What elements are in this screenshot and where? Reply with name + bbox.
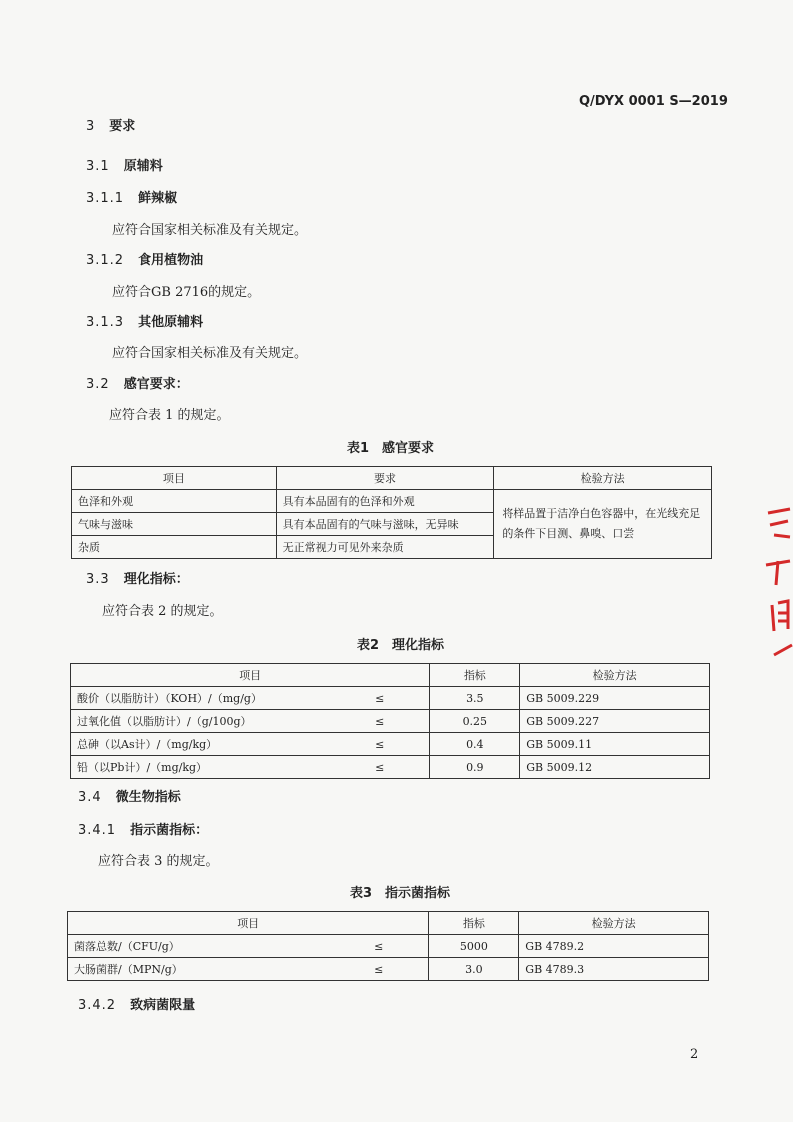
table-cell-value: 0.25 xyxy=(430,710,520,733)
section-title: 理化指标： xyxy=(123,572,189,587)
table1-caption: 表1 感官要求 xyxy=(347,441,435,456)
table-cell: 过氧化值（以脂肪计）/（g/100g） xyxy=(71,710,331,733)
section-3-2-heading xyxy=(86,373,189,392)
table-cell: 总砷（以As计）/（mg/kg） xyxy=(71,733,331,756)
table-header-row xyxy=(71,664,710,687)
section-number: 3.1.1 xyxy=(86,191,125,206)
section-title: 鲜辣椒 xyxy=(138,191,178,206)
section-3-1-2-body: 应符合GB 2716的规定。 xyxy=(112,285,261,300)
table-row xyxy=(68,958,709,981)
table-cell-method: GB 5009.11 xyxy=(520,733,710,756)
table-cell: 色泽和外观 xyxy=(72,490,277,513)
table1 xyxy=(71,466,712,559)
table-row xyxy=(71,756,710,779)
section-3-1-3-heading xyxy=(86,311,203,330)
table-header-cell: 指标 xyxy=(430,664,520,687)
section-3-3-heading xyxy=(86,568,189,587)
section-3-3-body: 应符合表 2 的规定。 xyxy=(102,604,223,619)
table-header-cell: 要求 xyxy=(276,467,494,490)
table-header-cell: 检验方法 xyxy=(520,664,710,687)
table-cell-operator: ≤ xyxy=(330,687,430,710)
section-3-4-2-heading xyxy=(78,994,195,1013)
page-number: 2 xyxy=(690,1047,699,1062)
section-number: 3.4.2 xyxy=(78,998,117,1013)
table-cell-value: 5000 xyxy=(429,935,519,958)
section-3-4-1-heading xyxy=(78,819,208,838)
section-3-2-body: 应符合表 1 的规定。 xyxy=(109,408,230,423)
table2-caption: 表2 理化指标 xyxy=(357,638,445,653)
table-cell-value: 3.0 xyxy=(429,958,519,981)
table-cell-operator: ≤ xyxy=(329,935,429,958)
section-3-1-2-heading xyxy=(86,249,203,268)
table-cell-method: GB 4789.3 xyxy=(519,958,709,981)
section-title: 感官要求： xyxy=(123,377,189,392)
section-number: 3 xyxy=(86,119,96,134)
section-3-heading xyxy=(86,115,135,134)
table-cell: 杂质 xyxy=(72,536,277,559)
table-cell-operator: ≤ xyxy=(330,756,430,779)
table-cell-operator: ≤ xyxy=(329,958,429,981)
section-number: 3.4 xyxy=(78,790,102,805)
section-number: 3.4.1 xyxy=(78,823,117,838)
section-number: 3.3 xyxy=(86,572,110,587)
table-row xyxy=(71,733,710,756)
table-cell: 酸价（以脂肪计）（KOH）/（mg/g） xyxy=(71,687,331,710)
table-cell-operator: ≤ xyxy=(330,733,430,756)
table-header-row xyxy=(68,912,709,935)
section-number: 3.2 xyxy=(86,377,110,392)
table-cell-value: 3.5 xyxy=(430,687,520,710)
document-code: Q/DYX 0001 S—2019 xyxy=(579,94,728,109)
section-number: 3.1 xyxy=(86,159,110,174)
table-cell-method: GB 5009.12 xyxy=(520,756,710,779)
section-3-1-heading xyxy=(86,155,163,174)
table-row xyxy=(71,710,710,733)
table-cell-method: GB 5009.227 xyxy=(520,710,710,733)
section-3-4-heading xyxy=(78,786,181,805)
table-cell-method: GB 5009.229 xyxy=(520,687,710,710)
table-cell: 菌落总数/（CFU/g） xyxy=(68,935,330,958)
table-header-cell: 指标 xyxy=(429,912,519,935)
section-title: 其他原辅料 xyxy=(138,315,204,330)
table3-caption: 表3 指示菌指标 xyxy=(350,886,451,901)
section-title: 原辅料 xyxy=(123,159,163,174)
section-title: 指示菌指标： xyxy=(130,823,209,838)
section-title: 食用植物油 xyxy=(138,253,204,268)
table-row xyxy=(68,935,709,958)
table-cell: 具有本品固有的色泽和外观 xyxy=(276,490,494,513)
section-3-1-1-heading xyxy=(86,187,177,206)
table-header-cell: 检验方法 xyxy=(519,912,709,935)
table3 xyxy=(67,911,709,981)
section-title: 要求 xyxy=(109,119,136,134)
table-cell: 具有本品固有的气味与滋味，无异味 xyxy=(276,513,494,536)
section-3-4-1-body: 应符合表 3 的规定。 xyxy=(98,854,219,869)
table-header-cell: 项目 xyxy=(68,912,429,935)
section-number: 3.1.2 xyxy=(86,253,125,268)
table-cell-operator: ≤ xyxy=(330,710,430,733)
table-header-cell: 检验方法 xyxy=(494,467,712,490)
table-header-cell: 项目 xyxy=(72,467,277,490)
table-cell: 大肠菌群/（MPN/g） xyxy=(68,958,330,981)
table-cell-method: 将样品置于洁净白色容器中，在光线充足的条件下目测、鼻嗅、口尝 xyxy=(494,490,712,559)
table-header-row xyxy=(72,467,712,490)
table-cell: 气味与滋味 xyxy=(72,513,277,536)
section-title: 微生物指标 xyxy=(115,790,181,805)
table2 xyxy=(70,663,710,779)
seal-stamp-fragment xyxy=(760,495,793,665)
table-cell: 铅（以Pb计）/（mg/kg） xyxy=(71,756,331,779)
table-cell-value: 0.9 xyxy=(430,756,520,779)
section-title: 致病菌限量 xyxy=(130,998,196,1013)
table-header-cell: 项目 xyxy=(71,664,430,687)
table-cell-value: 0.4 xyxy=(430,733,520,756)
section-3-1-3-body: 应符合国家相关标准及有关规定。 xyxy=(112,346,308,361)
table-row xyxy=(71,687,710,710)
table-row xyxy=(72,490,712,513)
section-3-1-1-body: 应符合国家相关标准及有关规定。 xyxy=(112,223,308,238)
table-cell: 无正常视力可见外来杂质 xyxy=(276,536,494,559)
table-cell-method: GB 4789.2 xyxy=(519,935,709,958)
section-number: 3.1.3 xyxy=(86,315,125,330)
